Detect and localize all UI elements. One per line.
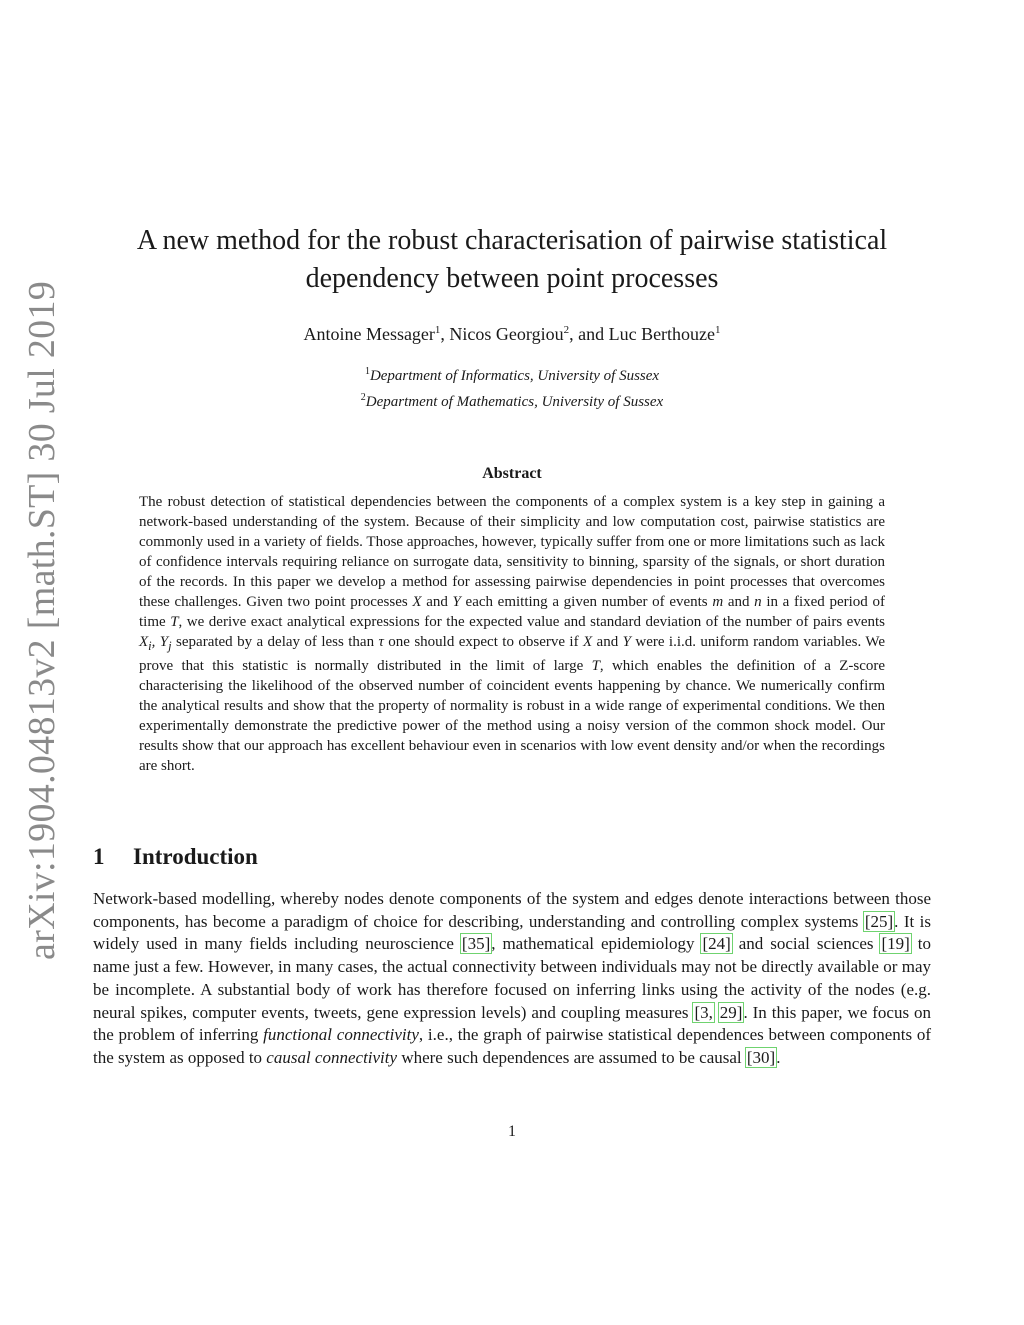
math-symbol: X <box>139 634 149 650</box>
emphasis-term: causal connectivity <box>266 1047 398 1067</box>
page-number: 1 <box>508 1123 516 1140</box>
math-symbol: , Y <box>151 634 169 650</box>
emphasis-term: functional connectivity <box>263 1025 419 1045</box>
intro-segment: to name just a few. However, in many cases, the actual connectivity between individuals may not be directly available or may be incomplete. A substantial body of work has therefore focused on inferring links using the activity of the nodes (e.g. neural spikes, computer events, tweets, gene expression levels) and coupling measures <box>93 934 931 1022</box>
affiliation-mark: 1 <box>364 366 370 377</box>
citation-link[interactable]: [25] <box>864 911 894 931</box>
paper-title: A new method for the robust characterisation of pairwise statistical dependency between point processes <box>136 225 888 294</box>
author-separator: , and <box>569 324 609 344</box>
math-symbol: Y <box>622 634 631 650</box>
abstract-segment: one should expect to observe if <box>383 634 583 650</box>
citation-link[interactable]: [3, <box>694 1002 713 1022</box>
math-subscript: i <box>148 639 152 653</box>
abstract-segment: were i.i.d. uniform random variables. We prove that this statistic is normally distributed in the limit of large <box>139 634 886 674</box>
citation-link[interactable]: [24] <box>702 934 731 954</box>
abstract-segment: separated by a delay of less than <box>171 634 379 650</box>
math-subscript: j <box>168 639 172 653</box>
author-name: Nicos Georgiou <box>449 324 564 344</box>
citation-link[interactable]: 29] <box>719 1002 743 1022</box>
intro-segment: . <box>776 1047 781 1067</box>
intro-segment: where such dependences are assumed to be causal <box>397 1047 746 1067</box>
math-symbol: X <box>412 594 422 610</box>
abstract-segment: and <box>421 594 453 610</box>
author-list <box>100 318 924 346</box>
author-affiliation-mark: 1 <box>434 324 441 336</box>
affiliation-line <box>100 387 924 413</box>
math-symbol: Y <box>452 594 461 610</box>
math-symbol: m <box>712 594 724 610</box>
intro-segment: Network-based modelling, whereby nodes denote components of the system and edges denote interactions between those components, has become a paradigm of choice for describing, understanding and controlling complex systems <box>93 889 931 931</box>
affiliation-text: Department of Informatics, University of Sussex <box>369 368 660 384</box>
citation-link[interactable]: [35] <box>461 934 491 954</box>
affiliation-mark: 2 <box>360 392 366 403</box>
affiliation-text: Department of Mathematics, University of Sussex <box>365 394 664 410</box>
intro-segment: . In this paper, we focus on the problem of inferring <box>93 1002 931 1045</box>
author-name: Luc Berthouze <box>608 324 716 344</box>
math-symbol: n <box>754 594 762 610</box>
intro-segment: , mathematical epidemiology <box>491 934 702 954</box>
abstract-segment: in a fixed period of time <box>139 594 885 630</box>
abstract-segment: , which enables the definition of a Z-score characterising the likelihood of the observed number of coincident events happening by chance. We numerically confirm the analytical results and show that the property of normality is robust in a wide range of experimental conditions. We then experimentally demonstrate the predictive power of the method using a noisy version of the common shock model. Our results show that our approach has excellent behaviour even in scenarios with low event density and/or when the recordings are short. <box>139 658 885 774</box>
author-affiliation-mark: 2 <box>563 324 570 336</box>
author-name: Antoine Messager <box>303 324 435 344</box>
math-symbol: X <box>582 634 593 650</box>
abstract-segment: , we derive exact analytical expressions for the expected value and standard deviation of the number of pairs events <box>178 614 885 630</box>
author-separator: , <box>440 324 450 344</box>
citation-link[interactable]: [19] <box>881 934 910 954</box>
section-number: 1 <box>93 844 105 869</box>
section-title: Introduction <box>133 844 258 869</box>
citation-link[interactable]: [30] <box>746 1047 776 1067</box>
arxiv-identifier-stamp: arXiv:1904.04813v2 [math.ST] 30 Jul 2019 <box>21 280 63 960</box>
section-heading <box>93 842 593 872</box>
affiliation-line <box>100 361 924 387</box>
abstract-segment: each emitting a given number of events <box>460 594 713 610</box>
intro-segment: . It is widely used in many fields including neuroscience <box>93 911 931 954</box>
abstract-heading: Abstract <box>482 465 542 482</box>
math-symbol: T <box>591 658 600 674</box>
math-symbol: T <box>170 614 179 630</box>
introduction-paragraph <box>93 888 931 1070</box>
abstract-segment: and <box>723 594 755 610</box>
author-affiliation-mark: 1 <box>715 324 721 336</box>
abstract-segment: The robust detection of statistical dependencies between the components of a complex system is a key step in gaining a network-based understanding of the system. Because of their simplicity and low computation cost, pairwise statistics are commonly used in a variety of fields. Those approaches, however, typically suffer from one or more limitations such as lack of confidence intervals requiring reliance on surrogate data, sensitivity to binning, sparsity of the signals, or short duration of the records. In this paper we develop a method for assessing pairwise dependencies in point processes that overcomes these challenges. Given two point processes <box>139 494 885 610</box>
intro-segment: , i.e., the graph of pairwise statistical dependences between components of the system as opposed to <box>93 1025 932 1067</box>
math-symbol: τ <box>378 634 384 650</box>
abstract-text <box>139 492 885 776</box>
intro-segment: and social sciences <box>731 934 881 954</box>
abstract-segment: and <box>592 634 623 650</box>
affiliation-list <box>100 361 924 413</box>
